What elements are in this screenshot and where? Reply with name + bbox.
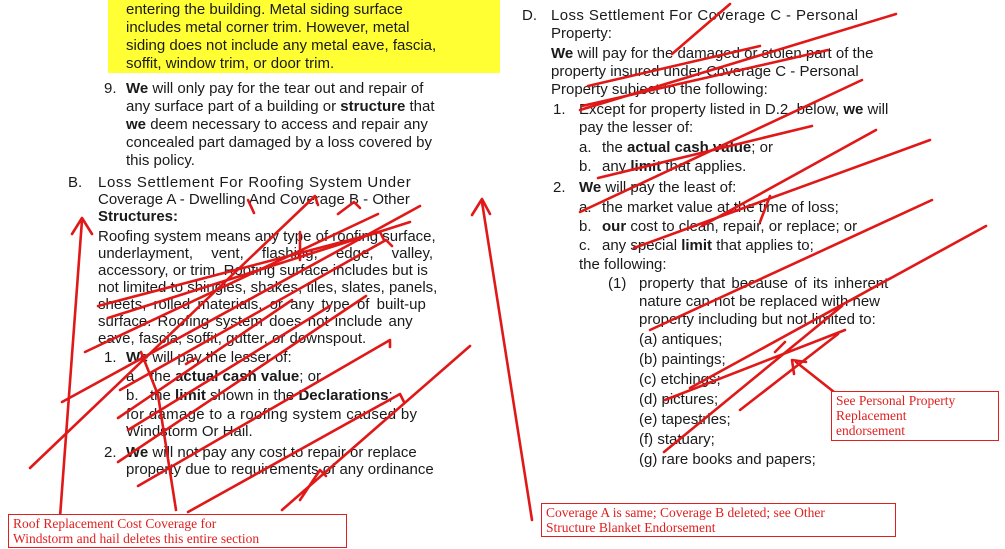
personal-property-note <box>831 391 999 441</box>
section-b-para-4: not limited to shingles, shakes, tiles, slates, panels, <box>98 279 438 296</box>
section-b-para-6: surface. Roofing system does not include any <box>98 313 413 330</box>
declarations-bold: Declarations <box>298 387 389 404</box>
coverage-a-note <box>541 503 896 537</box>
section-b-para-2: underlayment, vent, flashing, edge, valley, <box>98 245 434 262</box>
section-b-para-5: sheets, rolled materials, or any type of built-up <box>98 296 426 313</box>
item-9-line-4: concealed part damaged by a loss covered by <box>126 134 433 151</box>
text: the <box>150 387 171 404</box>
list-item: (e) tapestries; <box>639 411 731 428</box>
section-d-letter: D. <box>522 7 537 24</box>
text: will only pay for the tear out and repair of <box>152 80 424 97</box>
section-b-item-1b <box>150 387 393 404</box>
section-d-para-1 <box>551 45 873 62</box>
limit-bold: limit <box>175 387 206 404</box>
list-item: (a) antiques; <box>639 331 723 348</box>
our-bold: our <box>602 218 627 235</box>
roof-replacement-note <box>8 514 347 548</box>
sub-item-1-line-3: property including but not limited to: <box>639 311 876 328</box>
section-d-para-3: Property subject to the following: <box>551 81 768 98</box>
list-item: (g) rare books and papers; <box>639 451 816 468</box>
actual-cash-value-bold: actual cash value <box>175 368 300 385</box>
section-b-item-1-number: 1. <box>104 349 117 366</box>
actual-cash-value-bold: actual cash value <box>627 139 752 156</box>
section-b-para-1: Roofing system means any type of roofing surface, <box>98 228 436 245</box>
section-b-letter: B. <box>68 174 83 191</box>
section-d-item-1a <box>602 139 773 156</box>
item-9-line-3 <box>126 116 428 133</box>
we-bold: We <box>126 349 149 366</box>
note-line: Structure Blanket Endorsement <box>546 520 716 535</box>
note-line: See Personal Property <box>836 393 956 408</box>
section-d-item-2 <box>579 179 736 196</box>
structure-bold: structure <box>340 98 406 115</box>
item-9-line-5: this policy. <box>126 152 195 169</box>
limit-bold: limit <box>681 237 713 254</box>
sub-item-1-line-1: property that because of its inherent <box>639 275 889 292</box>
text: ; or <box>751 139 773 156</box>
section-b-item-2-line-2: property due to requirements of any ordinance <box>126 461 434 478</box>
list-item: (c) etchings; <box>639 371 721 388</box>
text: ; or <box>299 368 321 385</box>
text: that <box>409 98 435 115</box>
text: the <box>150 368 171 385</box>
section-b-heading-3: Structures: <box>98 208 179 225</box>
section-b-heading-1: Loss Settlement For Roofing System Under <box>98 174 412 191</box>
text: will pay the lesser of: <box>152 349 292 366</box>
text: deem necessary to access and repair any <box>150 116 428 133</box>
section-d-item-1-number: 1. <box>553 101 566 118</box>
highlight-line-4: soffit, window trim, or door trim. <box>126 55 335 72</box>
section-d-heading-2: Property: <box>551 25 612 42</box>
list-item: (b) paintings; <box>639 351 726 368</box>
item-9-line-2 <box>126 98 435 115</box>
text: any <box>602 158 627 175</box>
section-d-item-2a-letter: a. <box>579 199 592 216</box>
text: ; <box>388 387 393 404</box>
section-d-item-1-line-2: pay the lesser of: <box>579 119 694 136</box>
highlight-line-2: includes metal corner trim. However, metal <box>126 19 410 36</box>
section-d-item-2-number: 2. <box>553 179 566 196</box>
section-b-item-2-number: 2. <box>104 444 117 461</box>
note-line: Windstorm and hail deletes this entire section <box>13 531 260 546</box>
we-bold: we <box>843 101 864 118</box>
sub-item-1-number: (1) <box>608 275 627 292</box>
text: Except for property listed in D.2. below, <box>579 101 840 118</box>
section-d-heading-1: Loss Settlement For Coverage C - Personal <box>551 7 859 24</box>
highlight-line-3: siding does not include any metal eave, fascia, <box>126 37 437 54</box>
section-b-item-1a-letter: a. <box>126 368 139 385</box>
list-item: (d) pictures; <box>639 391 719 408</box>
text: that applies. <box>665 158 747 175</box>
section-d-item-2c <box>602 237 814 254</box>
sub-item-1-line-2: nature can not be replaced with new <box>639 293 880 310</box>
section-b-item-1 <box>126 349 292 366</box>
text: that applies to; <box>716 237 814 254</box>
section-b-item-2 <box>126 444 417 461</box>
we-bold: we <box>126 116 147 133</box>
section-d-item-2b-letter: b. <box>579 218 592 235</box>
list-item: (f) statuary; <box>639 431 715 448</box>
highlight-line-1: entering the building. Metal siding surface <box>126 1 403 18</box>
text: will not pay any cost to repair or replace <box>152 444 417 461</box>
we-bold: We <box>126 444 149 461</box>
item-9-line-1 <box>126 80 423 97</box>
item-9-number: 9. <box>104 80 117 97</box>
text: cost to clean, repair, or replace; or <box>630 218 858 235</box>
text: the <box>602 139 623 156</box>
section-d-item-1 <box>579 101 888 118</box>
section-d-item-1b <box>602 158 746 175</box>
section-b-for-line-2: Windstorm Or Hail. <box>126 423 253 440</box>
text: any surface part of a building or <box>126 98 337 115</box>
note-line: endorsement <box>836 423 905 438</box>
text: shown in the <box>210 387 295 404</box>
text: will pay the least of: <box>605 179 737 196</box>
section-d-para-2: property insured under Coverage C - Personal <box>551 63 859 80</box>
section-d-item-1b-letter: b. <box>579 158 592 175</box>
section-d-item-2c-letter: c. <box>579 237 591 254</box>
section-d-item-2a: the market value at the time of loss; <box>602 199 839 216</box>
section-b-item-1a <box>150 368 321 385</box>
section-b-for-line-1: for damage to a roofing system caused by <box>126 406 418 423</box>
section-b-item-1b-letter: b. <box>126 387 139 404</box>
note-line: Roof Replacement Cost Coverage for <box>13 516 217 531</box>
section-b-para-3: accessory, or trim. Roofing surface includes but is <box>98 262 428 279</box>
we-bold: We <box>551 45 574 62</box>
section-b-para-7: eave, fascia, soffit, gutter, or downspout. <box>98 330 367 347</box>
section-d-item-2b <box>602 218 857 235</box>
text: will pay for the damaged or stolen part of the <box>577 45 874 62</box>
note-line: Replacement <box>836 408 907 423</box>
note-line: Coverage A is same; Coverage B deleted; see Other <box>546 505 825 520</box>
limit-bold: limit <box>630 158 662 175</box>
we-bold: We <box>126 80 149 97</box>
text: will <box>867 101 889 118</box>
we-bold: We <box>579 179 602 196</box>
section-d-item-1a-letter: a. <box>579 139 592 156</box>
section-b-heading-2: Coverage A - Dwelling And Coverage B - Other <box>98 191 410 208</box>
section-d-following: the following: <box>579 256 667 273</box>
text: any special <box>602 237 678 254</box>
